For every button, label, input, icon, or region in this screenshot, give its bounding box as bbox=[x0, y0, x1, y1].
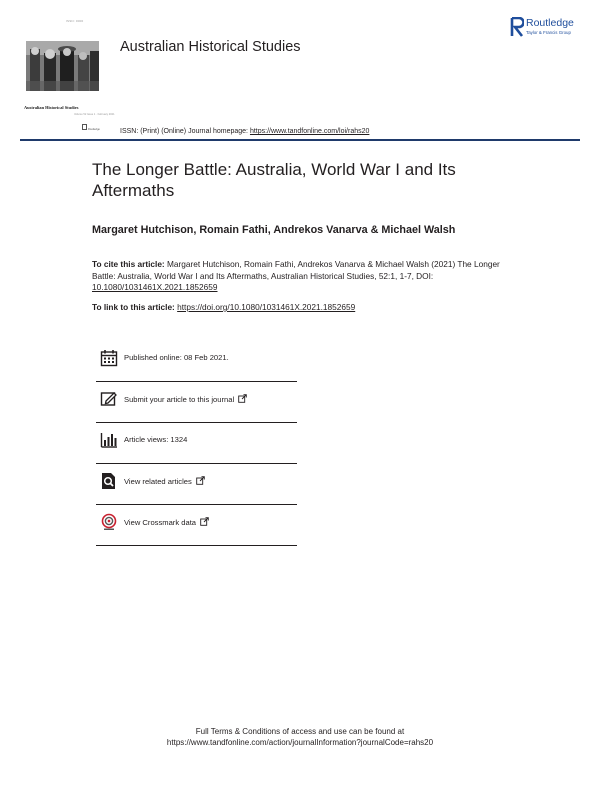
crossmark-label: View Crossmark data bbox=[124, 518, 197, 527]
crossmark-link[interactable] bbox=[124, 517, 209, 528]
journal-cover-image bbox=[26, 41, 99, 91]
row-divider bbox=[96, 381, 297, 382]
submit-article-label: Submit your article to this journal bbox=[124, 395, 235, 404]
terms-footer bbox=[0, 726, 600, 748]
citation-block bbox=[92, 259, 522, 294]
crossmark-icon bbox=[100, 513, 118, 531]
submit-article-link[interactable] bbox=[124, 394, 247, 405]
journal-title: Australian Historical Studies bbox=[120, 39, 301, 55]
cite-doi-link[interactable]: 10.1080/1031461X.2021.1852659 bbox=[92, 282, 218, 293]
cover-tiny-text: ISSN: 0000 bbox=[66, 19, 84, 23]
article-doi-link[interactable]: https://doi.org/10.1080/1031461X.2021.1852659 bbox=[177, 302, 356, 312]
external-link-icon bbox=[196, 476, 205, 487]
submit-article-row[interactable] bbox=[100, 390, 297, 430]
cover-issue-text: Volume 52 Issue 1 · February 2021 bbox=[74, 113, 115, 116]
issn-label: ISSN: (Print) (Online) Journal homepage: bbox=[120, 128, 250, 135]
routledge-mini-icon bbox=[82, 124, 87, 130]
article-views-row bbox=[100, 431, 297, 471]
publisher-name: Routledge bbox=[526, 17, 574, 29]
issn-homepage-line bbox=[120, 128, 369, 135]
cite-label: To cite this article: bbox=[92, 259, 165, 269]
related-articles-row[interactable] bbox=[100, 472, 297, 512]
external-link-icon bbox=[200, 517, 209, 528]
footer-terms-link[interactable]: https://www.tandfonline.com/action/journalInformation?journalCode=rahs20 bbox=[166, 738, 434, 747]
article-link-line bbox=[92, 302, 355, 312]
published-online-label: Published online: 08 Feb 2021. bbox=[124, 353, 229, 362]
link-label: To link to this article: bbox=[92, 302, 178, 312]
routledge-logo-icon bbox=[510, 17, 524, 37]
row-divider bbox=[96, 422, 297, 423]
submit-article-icon bbox=[100, 390, 118, 408]
row-divider bbox=[96, 463, 297, 464]
cover-logo-text: Routledge bbox=[88, 128, 100, 131]
related-articles-label: View related articles bbox=[124, 477, 192, 486]
article-authors: Margaret Hutchison, Romain Fathi, Andrekos Vanarva & Michael Walsh bbox=[92, 224, 456, 236]
external-link-icon bbox=[238, 394, 247, 405]
header-divider bbox=[20, 139, 580, 141]
related-articles-link[interactable] bbox=[124, 476, 205, 487]
article-views-label: Article views: 1324 bbox=[124, 435, 188, 444]
row-divider bbox=[96, 545, 297, 546]
related-articles-icon bbox=[100, 472, 118, 490]
cite-text: Margaret Hutchison, Romain Fathi, Andrekos Vanarva & Michael Walsh (2021) The Longer Battle: Australia, World War I and Its Aftermaths, Australian Historical Studies, 52:1, 1-7, DOI: bbox=[92, 259, 500, 281]
publisher-tagline: Taylor & Francis Group bbox=[526, 30, 571, 35]
cover-journal-title: Australian Historical Studies bbox=[24, 105, 79, 110]
article-title: The Longer Battle: Australia, World War I and Its Aftermaths bbox=[92, 160, 456, 200]
row-divider bbox=[96, 504, 297, 505]
cover-publisher-logo bbox=[82, 124, 100, 131]
footer-line-1: Full Terms & Conditions of access and use can be found at bbox=[195, 727, 405, 736]
journal-homepage-link[interactable]: https://www.tandfonline.com/loi/rahs20 bbox=[249, 128, 370, 135]
calendar-icon bbox=[100, 349, 118, 367]
bar-chart-icon bbox=[100, 431, 118, 449]
published-online-row bbox=[100, 349, 297, 389]
crossmark-row[interactable] bbox=[100, 513, 297, 553]
